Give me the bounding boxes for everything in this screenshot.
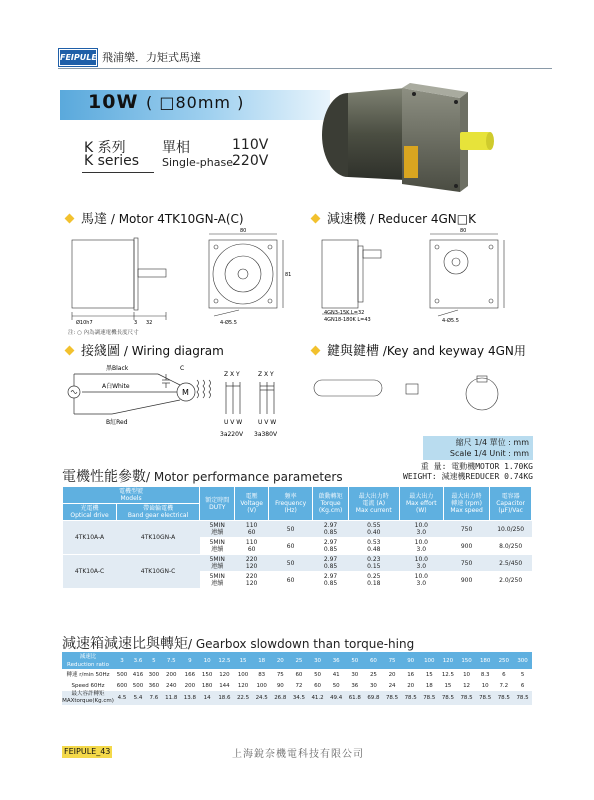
cell-cap: 8.0/250 xyxy=(490,538,532,555)
reducer-dimension-drawing xyxy=(310,228,522,326)
speed-60-cell: 200 xyxy=(184,682,196,689)
ratio-cell: 25 xyxy=(290,652,309,669)
ratio-label: 減速比 Reduction ratio xyxy=(62,652,114,669)
cell-duty: 5MIN 連續 xyxy=(200,572,235,589)
series-underline xyxy=(82,172,154,173)
ratio-cell: 50 xyxy=(346,652,365,669)
motor-section-heading: 馬達 / Motor 4TK10GN-A(C) xyxy=(66,208,244,227)
ratio-cell: 90 xyxy=(401,652,420,669)
ratio-cell: 120 xyxy=(439,652,458,669)
power-rating: 10W xyxy=(88,91,139,113)
speed-50-cell: 41 xyxy=(332,671,340,678)
motor-photo xyxy=(310,80,510,205)
speed-60-cell: 6 xyxy=(520,682,525,689)
cell-voltage: 110 60 xyxy=(235,538,268,555)
torque-cell: 22.5 xyxy=(234,691,253,705)
speed-50-cell: 60 xyxy=(295,671,303,678)
cell-effort: 10.0 3.0 xyxy=(399,538,443,555)
reducer-side-body xyxy=(322,240,358,308)
speed-60-cell: 120 xyxy=(237,682,249,689)
speed-50-cell: 8.3 xyxy=(480,671,490,678)
voltage-380-label: 3a380V xyxy=(254,431,278,438)
torque-cell: 24.5 xyxy=(252,691,271,705)
torque-cell: 34.5 xyxy=(290,691,309,705)
dim-text: 4GN18-180K L=43 xyxy=(324,317,371,323)
speed-50-cell: 30 xyxy=(351,671,359,678)
torque-cell: 4.5 xyxy=(114,691,130,705)
torque-label: 最大容許轉矩 MAXtorque(Kg.cm) xyxy=(62,691,114,704)
weight-info xyxy=(378,462,533,482)
speed-50-cell: 20 xyxy=(388,671,396,678)
torque-cell: 49.4 xyxy=(327,691,346,705)
speed-50-cell: 15 xyxy=(425,671,433,678)
cell-current: 0.25 0.18 xyxy=(348,572,399,589)
ratio-cell: 9 xyxy=(181,652,200,669)
torque-cell: 69.8 xyxy=(364,691,383,705)
motor-side-body xyxy=(72,240,134,308)
dim-text: 4-Ø5.5 xyxy=(220,320,237,326)
mount-screw xyxy=(454,184,458,188)
voltage-220: 220V xyxy=(232,153,269,169)
cell-band: 4TK10GN-C xyxy=(117,555,200,589)
company-name: 上海銳奈機電科技有限公司 xyxy=(232,749,364,760)
torque-cell: 18.6 xyxy=(215,691,234,705)
torque-cell: 5.4 xyxy=(130,691,146,705)
voltage-220-label: 3a220V xyxy=(220,431,244,438)
voltage-110: 110V xyxy=(232,137,269,153)
cell-voltage: 220 120 xyxy=(235,555,268,572)
col-duty: 額定時間 DUTY xyxy=(200,487,235,521)
header-divider xyxy=(58,68,552,69)
cap-label: C xyxy=(180,365,185,372)
key-drawing xyxy=(310,362,532,422)
speed-50-cell: 12.5 xyxy=(441,671,455,678)
cell-voltage: 220 120 xyxy=(235,572,268,589)
torque-cell: 11.8 xyxy=(162,691,181,705)
motor-body xyxy=(348,88,412,180)
uvw-label: U V W xyxy=(258,419,277,426)
speed-50-cell: 150 xyxy=(201,671,213,678)
wiring-section-heading: 接綫圖 / Wiring diagram xyxy=(66,340,224,359)
cell-band: 4TK10GN-A xyxy=(117,521,200,555)
speed-50-cell: 6 xyxy=(502,671,506,678)
speed-60-cell: 10 xyxy=(481,682,489,689)
speed-50-label: 轉速 r/min 50Hz xyxy=(66,671,110,678)
dim-text: 4GN3-15K L=32 xyxy=(324,310,365,316)
speed-60-cell: 600 xyxy=(116,682,128,689)
cell-optical: 4TK10A-A xyxy=(63,521,117,555)
cell-speed: 750 xyxy=(443,555,489,572)
cell-effort: 10.0 3.0 xyxy=(399,572,443,589)
phase-cn: 單相 xyxy=(162,140,190,156)
motor-dimension-drawing xyxy=(64,228,292,326)
brand-logo: FEIPULE xyxy=(60,50,96,65)
cell-speed: 900 xyxy=(443,538,489,555)
col-torque: 啟動轉矩 Torque (Kg.cm) xyxy=(313,487,348,521)
cell-torque: 2.97 0.85 xyxy=(313,538,348,555)
col-speed: 最大出力時 轉速 (rpm) Max speed xyxy=(443,487,489,521)
speed-50-cell: 75 xyxy=(276,671,284,678)
speed-60-cell: 180 xyxy=(201,682,213,689)
frame-size: ( □80mm ) xyxy=(146,93,245,112)
torque-cell: 78.5 xyxy=(495,691,514,705)
ratio-cell: 7.5 xyxy=(162,652,181,669)
torque-row xyxy=(62,691,532,705)
col-band: 帶齒輪電機 Band gear electrical xyxy=(117,504,200,521)
speed-60-cell: 18 xyxy=(425,682,433,689)
ratio-cell: 30 xyxy=(308,652,327,669)
dim-text: 80 xyxy=(460,228,467,234)
performance-table xyxy=(62,486,532,589)
cell-cap: 2.5/450 xyxy=(490,555,532,572)
dim-text: 3 xyxy=(134,320,138,326)
reducer-section-heading: 減速機 / Reducer 4GN□K xyxy=(312,208,476,227)
torque-cell: 13.8 xyxy=(181,691,200,705)
wiring-diagram xyxy=(62,358,290,446)
speed-60-cell: 20 xyxy=(407,682,415,689)
cell-effort: 10.0 3.0 xyxy=(399,521,443,538)
dim-text: 4-Ø5.5 xyxy=(442,318,459,324)
speed-50-cell: 120 xyxy=(219,671,230,678)
speed-60-cell: 60 xyxy=(314,682,322,689)
speed-50-cell: 166 xyxy=(184,671,196,678)
ratio-cell: 250 xyxy=(495,652,514,669)
cell-freq: 50 xyxy=(268,521,313,538)
gearbox-heading: 減速箱減速比與轉矩/ Gearbox slowdown than torque-hing xyxy=(62,636,415,652)
cell-freq: 60 xyxy=(268,538,313,555)
speed-60-cell: 240 xyxy=(165,682,177,689)
torque-cell: 78.5 xyxy=(383,691,402,705)
motor-drawing-note: 注: ○ 內為調速電機長度尺寸 xyxy=(68,330,139,336)
speed-50-cell: 416 xyxy=(132,671,144,678)
speed-60-cell: 24 xyxy=(388,682,396,689)
zxy-label: Z X Y xyxy=(258,371,274,378)
ratio-row xyxy=(62,652,532,669)
dim-text: 80 xyxy=(240,228,247,234)
speed-60-cell: 144 xyxy=(219,682,230,689)
col-voltage: 電壓 Voltage (V) xyxy=(235,487,268,521)
series-name-en: K series xyxy=(84,153,140,169)
cell-effort: 10.0 3.0 xyxy=(399,555,443,572)
table-row xyxy=(63,555,532,572)
ratio-cell: 60 xyxy=(364,652,383,669)
motor-shaft xyxy=(138,269,166,277)
speed-50-cell: 200 xyxy=(165,671,177,678)
torque-cell: 78.5 xyxy=(513,691,532,705)
torque-cell: 7.6 xyxy=(146,691,162,705)
speed-60-cell: 15 xyxy=(444,682,452,689)
scale-en: Scale 1/4 Unit : mm xyxy=(449,449,529,458)
dim-text: 32 xyxy=(146,320,153,326)
keyway-shaft-icon xyxy=(466,378,498,410)
ratio-cell: 10 xyxy=(199,652,215,669)
scale-unit-box xyxy=(423,436,533,460)
speed-60-cell: 7.2 xyxy=(499,682,509,689)
ratio-cell: 5 xyxy=(146,652,162,669)
ratio-cell: 150 xyxy=(457,652,476,669)
ratio-cell: 3.6 xyxy=(130,652,146,669)
cell-torque: 2.97 0.85 xyxy=(313,555,348,572)
cell-cap: 10.0/250 xyxy=(490,521,532,538)
reducer-front-face xyxy=(430,240,498,308)
page-title xyxy=(88,91,244,113)
ratio-cell: 20 xyxy=(271,652,290,669)
label-plate xyxy=(404,146,418,178)
col-frequency: 頻率 Frequency (Hz) xyxy=(268,487,313,521)
key-end-view xyxy=(406,384,418,394)
series-name-cn: K 系列 xyxy=(84,140,126,156)
cell-voltage: 110 60 xyxy=(235,521,268,538)
speed-50-cell: 300 xyxy=(148,671,160,678)
diamond-bullet-icon xyxy=(65,346,75,356)
dim-text: Ø10h7 xyxy=(76,320,93,326)
cell-freq: 60 xyxy=(268,572,313,589)
cell-duty: 5MIN 連續 xyxy=(200,555,235,572)
torque-cell: 61.8 xyxy=(346,691,365,705)
col-capacitor: 電容器 Capacitor (μF)/Vac xyxy=(490,487,532,521)
speed-60-cell: 72 xyxy=(295,682,303,689)
ratio-cell: 3 xyxy=(114,652,130,669)
header-title: 飛浦樂．力矩式馬達 xyxy=(102,51,201,64)
motor-flange xyxy=(134,238,138,310)
diamond-bullet-icon xyxy=(311,214,321,224)
torque-cell: 78.5 xyxy=(420,691,439,705)
motor-weight: 重 量: 電動機MOTOR 1.70KG xyxy=(420,462,533,471)
ratio-cell: 300 xyxy=(513,652,532,669)
ratio-cell: 36 xyxy=(327,652,346,669)
speed-60-cell: 360 xyxy=(148,682,160,689)
speed-50-cell: 5 xyxy=(520,671,525,678)
col-current: 最大出力時 電流 (A) Max current xyxy=(348,487,399,521)
cell-torque: 2.97 0.85 xyxy=(313,572,348,589)
ratio-cell: 100 xyxy=(420,652,439,669)
col-models: 電機型號 Models xyxy=(63,487,200,504)
cell-torque: 2.97 0.85 xyxy=(313,521,348,538)
speed-60-cell: 500 xyxy=(132,682,144,689)
cell-current: 0.23 0.15 xyxy=(348,555,399,572)
torque-cell: 14 xyxy=(199,691,215,705)
cell-current: 0.55 0.40 xyxy=(348,521,399,538)
key-section-heading: 鍵與鍵槽 /Key and keyway 4GN用 xyxy=(312,340,526,359)
ratio-cell: 180 xyxy=(476,652,495,669)
torque-cell: 78.5 xyxy=(476,691,495,705)
table-row xyxy=(63,521,532,538)
col-effort: 最大出力 Max effort (W) xyxy=(399,487,443,521)
torque-cell: 78.5 xyxy=(401,691,420,705)
reducer-shaft xyxy=(363,250,381,258)
diamond-bullet-icon xyxy=(311,346,321,356)
col-optical: 光電機 Optical drive xyxy=(63,504,117,521)
torque-cell: 78.5 xyxy=(439,691,458,705)
speed-60-cell: 50 xyxy=(332,682,340,689)
speed-60-cell: 30 xyxy=(369,682,377,689)
reducer-weight: WEIGHT: 減速機REDUCER 0.74KG xyxy=(403,472,533,481)
uvw-label: U V W xyxy=(224,419,243,426)
output-shaft xyxy=(460,132,490,150)
red-lead-label: B紅Red xyxy=(106,419,128,426)
zxy-label: Z X Y xyxy=(224,371,240,378)
speed-50-cell: 500 xyxy=(116,671,128,678)
page-number: FEIPULE_43 xyxy=(64,747,111,756)
cell-optical: 4TK10A-C xyxy=(63,555,117,589)
speed-50-cell: 16 xyxy=(407,671,415,678)
dim-text: 81 xyxy=(285,272,292,278)
key-side-view xyxy=(314,380,382,396)
cell-speed: 750 xyxy=(443,521,489,538)
speed-60-cell: 12 xyxy=(463,682,471,689)
black-lead-label: 黑Black xyxy=(106,365,129,372)
cell-duty: 5MIN 連續 xyxy=(200,538,235,555)
white-lead-label: A白White xyxy=(102,383,130,390)
motor-letter: M xyxy=(182,388,189,397)
performance-heading: 電機性能參數/ Motor performance parameters xyxy=(62,469,343,485)
cell-current: 0.53 0.48 xyxy=(348,538,399,555)
torque-cell: 26.8 xyxy=(271,691,290,705)
speed-60-cell: 100 xyxy=(256,682,267,689)
cell-duty: 5MIN 連續 xyxy=(200,521,235,538)
phase-en: Single-phase xyxy=(162,156,233,169)
ratio-cell: 15 xyxy=(234,652,253,669)
mount-screw xyxy=(412,92,416,96)
torque-cell: 78.5 xyxy=(457,691,476,705)
torque-cell: 41.2 xyxy=(308,691,327,705)
speed-60-label: Speed 60Hz xyxy=(71,682,105,689)
gearbox-table xyxy=(62,652,532,705)
speed-60hz-row xyxy=(62,680,532,691)
ratio-cell: 75 xyxy=(383,652,402,669)
speed-50-cell: 100 xyxy=(237,671,249,678)
mount-screw xyxy=(454,100,458,104)
ratio-cell: 18 xyxy=(252,652,271,669)
speed-50hz-row xyxy=(62,669,532,680)
ratio-cell: 12.5 xyxy=(215,652,234,669)
motor-front-face xyxy=(209,240,277,308)
speed-50-cell: 25 xyxy=(369,671,377,678)
scale-cn: 縮尺 1/4 單位 : mm xyxy=(455,438,529,447)
cell-speed: 900 xyxy=(443,572,489,589)
speed-50-cell: 83 xyxy=(258,671,266,678)
cell-cap: 2.0/250 xyxy=(490,572,532,589)
cell-freq: 50 xyxy=(268,555,313,572)
diamond-bullet-icon xyxy=(65,214,75,224)
speed-50-cell: 10 xyxy=(463,671,471,678)
speed-50-cell: 50 xyxy=(314,671,322,678)
speed-60-cell: 36 xyxy=(351,682,359,689)
speed-60-cell: 90 xyxy=(276,682,284,689)
